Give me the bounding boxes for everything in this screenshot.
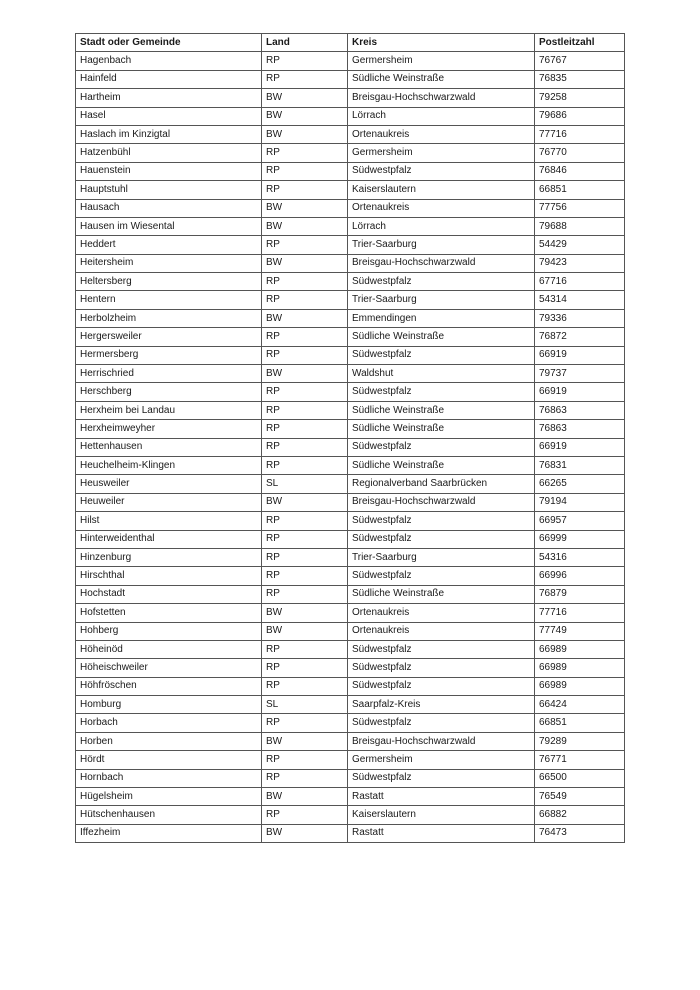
cell-kreis: Regionalverband Saarbrücken <box>348 475 535 493</box>
cell-land: RP <box>262 769 348 787</box>
cell-stadt: Herxheimweyher <box>76 420 262 438</box>
cell-kreis: Breisgau-Hochschwarzwald <box>348 493 535 511</box>
table-row <box>76 493 625 511</box>
cell-plz: 66989 <box>535 640 625 658</box>
table-row <box>76 677 625 695</box>
header-stadt: Stadt oder Gemeinde <box>76 34 262 52</box>
table-row <box>76 236 625 254</box>
cell-land: RP <box>262 420 348 438</box>
cell-stadt: Haslach im Kinzigtal <box>76 125 262 143</box>
cell-stadt: Hatzenbühl <box>76 144 262 162</box>
table-row <box>76 199 625 217</box>
cell-plz: 76863 <box>535 401 625 419</box>
cell-land: RP <box>262 438 348 456</box>
table-row <box>76 144 625 162</box>
cell-plz: 66919 <box>535 346 625 364</box>
cell-kreis: Breisgau-Hochschwarzwald <box>348 732 535 750</box>
cell-land: RP <box>262 181 348 199</box>
cell-kreis: Südliche Weinstraße <box>348 456 535 474</box>
cell-kreis: Germersheim <box>348 52 535 70</box>
cell-plz: 66957 <box>535 512 625 530</box>
cell-stadt: Hördt <box>76 751 262 769</box>
cell-land: BW <box>262 107 348 125</box>
cell-land: RP <box>262 328 348 346</box>
cell-land: RP <box>262 70 348 88</box>
cell-plz: 76879 <box>535 585 625 603</box>
cell-stadt: Hinzenburg <box>76 548 262 566</box>
cell-stadt: Hornbach <box>76 769 262 787</box>
cell-kreis: Südwestpfalz <box>348 567 535 585</box>
cell-plz: 54316 <box>535 548 625 566</box>
cell-kreis: Südwestpfalz <box>348 640 535 658</box>
cell-stadt: Heddert <box>76 236 262 254</box>
cell-land: BW <box>262 217 348 235</box>
cell-kreis: Ortenaukreis <box>348 125 535 143</box>
table-row <box>76 548 625 566</box>
cell-kreis: Südwestpfalz <box>348 162 535 180</box>
cell-stadt: Horben <box>76 732 262 750</box>
cell-land: BW <box>262 365 348 383</box>
cell-land: BW <box>262 622 348 640</box>
cell-plz: 77749 <box>535 622 625 640</box>
cell-kreis: Trier-Saarburg <box>348 291 535 309</box>
cell-kreis: Lörrach <box>348 217 535 235</box>
table-header-row <box>76 34 625 52</box>
cell-land: BW <box>262 254 348 272</box>
cell-kreis: Rastatt <box>348 788 535 806</box>
cell-stadt: Hohberg <box>76 622 262 640</box>
cell-plz: 66500 <box>535 769 625 787</box>
cell-kreis: Südwestpfalz <box>348 383 535 401</box>
table-row <box>76 273 625 291</box>
cell-land: RP <box>262 291 348 309</box>
cell-kreis: Trier-Saarburg <box>348 236 535 254</box>
cell-plz: 66919 <box>535 438 625 456</box>
cell-stadt: Hauptstuhl <box>76 181 262 199</box>
header-kreis: Kreis <box>348 34 535 52</box>
cell-land: RP <box>262 659 348 677</box>
cell-plz: 76846 <box>535 162 625 180</box>
table-row <box>76 456 625 474</box>
cell-land: RP <box>262 714 348 732</box>
cell-plz: 76473 <box>535 824 625 842</box>
cell-land: RP <box>262 383 348 401</box>
cell-kreis: Ortenaukreis <box>348 604 535 622</box>
cell-land: BW <box>262 732 348 750</box>
cell-plz: 66996 <box>535 567 625 585</box>
cell-plz: 79258 <box>535 89 625 107</box>
cell-plz: 77716 <box>535 125 625 143</box>
cell-kreis: Trier-Saarburg <box>348 548 535 566</box>
cell-kreis: Saarpfalz-Kreis <box>348 696 535 714</box>
cell-kreis: Südwestpfalz <box>348 273 535 291</box>
cell-plz: 66265 <box>535 475 625 493</box>
cell-stadt: Hilst <box>76 512 262 530</box>
table-row <box>76 824 625 842</box>
cell-kreis: Südwestpfalz <box>348 714 535 732</box>
table-row <box>76 751 625 769</box>
cell-stadt: Hütschenhausen <box>76 806 262 824</box>
cell-kreis: Südliche Weinstraße <box>348 328 535 346</box>
cell-kreis: Germersheim <box>348 751 535 769</box>
table-body <box>76 52 625 843</box>
table-row <box>76 346 625 364</box>
cell-stadt: Hausen im Wiesental <box>76 217 262 235</box>
cell-land: RP <box>262 162 348 180</box>
cell-plz: 79336 <box>535 309 625 327</box>
cell-land: RP <box>262 144 348 162</box>
cell-stadt: Hentern <box>76 291 262 309</box>
cell-land: BW <box>262 125 348 143</box>
cell-stadt: Hausach <box>76 199 262 217</box>
cell-kreis: Waldshut <box>348 365 535 383</box>
cell-stadt: Heltersberg <box>76 273 262 291</box>
cell-plz: 79686 <box>535 107 625 125</box>
table-row <box>76 640 625 658</box>
cell-kreis: Südliche Weinstraße <box>348 70 535 88</box>
cell-stadt: Höheischweiler <box>76 659 262 677</box>
table-row <box>76 365 625 383</box>
cell-kreis: Lörrach <box>348 107 535 125</box>
cell-plz: 54429 <box>535 236 625 254</box>
cell-land: RP <box>262 401 348 419</box>
cell-land: RP <box>262 236 348 254</box>
cell-kreis: Südliche Weinstraße <box>348 585 535 603</box>
cell-land: SL <box>262 475 348 493</box>
cell-land: BW <box>262 199 348 217</box>
cell-plz: 66919 <box>535 383 625 401</box>
cell-kreis: Breisgau-Hochschwarzwald <box>348 254 535 272</box>
cell-plz: 76872 <box>535 328 625 346</box>
cell-land: BW <box>262 89 348 107</box>
table-row <box>76 438 625 456</box>
cell-land: RP <box>262 806 348 824</box>
header-plz: Postleitzahl <box>535 34 625 52</box>
cell-plz: 66851 <box>535 181 625 199</box>
cell-plz: 76767 <box>535 52 625 70</box>
table-row <box>76 70 625 88</box>
cell-stadt: Hergersweiler <box>76 328 262 346</box>
cell-plz: 66851 <box>535 714 625 732</box>
cell-stadt: Hochstadt <box>76 585 262 603</box>
cell-plz: 76863 <box>535 420 625 438</box>
cell-stadt: Höheinöd <box>76 640 262 658</box>
table-row <box>76 401 625 419</box>
cell-plz: 66989 <box>535 659 625 677</box>
cell-plz: 77756 <box>535 199 625 217</box>
cell-stadt: Hartheim <box>76 89 262 107</box>
cell-plz: 67716 <box>535 273 625 291</box>
cell-plz: 66999 <box>535 530 625 548</box>
table-row <box>76 181 625 199</box>
cell-stadt: Hofstetten <box>76 604 262 622</box>
cell-stadt: Hinterweidenthal <box>76 530 262 548</box>
cell-stadt: Hettenhausen <box>76 438 262 456</box>
table-row <box>76 309 625 327</box>
table-row <box>76 328 625 346</box>
cell-kreis: Südliche Weinstraße <box>348 401 535 419</box>
table-row <box>76 512 625 530</box>
cell-kreis: Südwestpfalz <box>348 438 535 456</box>
cell-plz: 79688 <box>535 217 625 235</box>
cell-kreis: Emmendingen <box>348 309 535 327</box>
cell-kreis: Südwestpfalz <box>348 346 535 364</box>
cell-land: RP <box>262 751 348 769</box>
cell-stadt: Hagenbach <box>76 52 262 70</box>
table-row <box>76 604 625 622</box>
cell-plz: 79289 <box>535 732 625 750</box>
cell-kreis: Südwestpfalz <box>348 677 535 695</box>
header-land: Land <box>262 34 348 52</box>
table-row <box>76 714 625 732</box>
cell-plz: 76771 <box>535 751 625 769</box>
cell-kreis: Ortenaukreis <box>348 622 535 640</box>
cell-kreis: Germersheim <box>348 144 535 162</box>
cell-land: RP <box>262 512 348 530</box>
cell-plz: 66424 <box>535 696 625 714</box>
cell-kreis: Südliche Weinstraße <box>348 420 535 438</box>
cell-kreis: Südwestpfalz <box>348 530 535 548</box>
table-row <box>76 89 625 107</box>
table-row <box>76 806 625 824</box>
table-row <box>76 475 625 493</box>
cell-stadt: Höhfröschen <box>76 677 262 695</box>
cell-stadt: Herbolzheim <box>76 309 262 327</box>
table-row <box>76 107 625 125</box>
cell-plz: 77716 <box>535 604 625 622</box>
cell-land: RP <box>262 456 348 474</box>
cell-land: RP <box>262 548 348 566</box>
cell-stadt: Herschberg <box>76 383 262 401</box>
postal-code-table <box>75 33 625 843</box>
table-row <box>76 622 625 640</box>
cell-land: RP <box>262 640 348 658</box>
cell-kreis: Kaiserslautern <box>348 806 535 824</box>
cell-plz: 76770 <box>535 144 625 162</box>
table-row <box>76 383 625 401</box>
cell-stadt: Hasel <box>76 107 262 125</box>
cell-land: BW <box>262 788 348 806</box>
table-row <box>76 254 625 272</box>
cell-stadt: Homburg <box>76 696 262 714</box>
cell-land: BW <box>262 824 348 842</box>
cell-land: RP <box>262 52 348 70</box>
table-row <box>76 732 625 750</box>
cell-plz: 66989 <box>535 677 625 695</box>
cell-plz: 79737 <box>535 365 625 383</box>
table-row <box>76 217 625 235</box>
cell-land: SL <box>262 696 348 714</box>
cell-plz: 66882 <box>535 806 625 824</box>
cell-land: RP <box>262 530 348 548</box>
cell-stadt: Horbach <box>76 714 262 732</box>
table-row <box>76 291 625 309</box>
cell-kreis: Südwestpfalz <box>348 659 535 677</box>
cell-plz: 79194 <box>535 493 625 511</box>
cell-stadt: Heuweiler <box>76 493 262 511</box>
table-row <box>76 162 625 180</box>
cell-stadt: Iffezheim <box>76 824 262 842</box>
cell-stadt: Herxheim bei Landau <box>76 401 262 419</box>
cell-stadt: Hermersberg <box>76 346 262 364</box>
cell-stadt: Hainfeld <box>76 70 262 88</box>
table-row <box>76 52 625 70</box>
table-row <box>76 530 625 548</box>
table-row <box>76 659 625 677</box>
cell-stadt: Herrischried <box>76 365 262 383</box>
cell-plz: 76835 <box>535 70 625 88</box>
cell-land: RP <box>262 677 348 695</box>
table-row <box>76 769 625 787</box>
cell-land: BW <box>262 309 348 327</box>
cell-land: RP <box>262 346 348 364</box>
cell-land: BW <box>262 604 348 622</box>
cell-plz: 76549 <box>535 788 625 806</box>
cell-kreis: Südwestpfalz <box>348 769 535 787</box>
cell-stadt: Heitersheim <box>76 254 262 272</box>
table-row <box>76 585 625 603</box>
cell-plz: 76831 <box>535 456 625 474</box>
cell-land: RP <box>262 567 348 585</box>
table-row <box>76 788 625 806</box>
cell-plz: 79423 <box>535 254 625 272</box>
cell-stadt: Hügelsheim <box>76 788 262 806</box>
cell-land: RP <box>262 273 348 291</box>
cell-kreis: Rastatt <box>348 824 535 842</box>
cell-land: RP <box>262 585 348 603</box>
cell-stadt: Heusweiler <box>76 475 262 493</box>
cell-plz: 54314 <box>535 291 625 309</box>
table-row <box>76 420 625 438</box>
cell-stadt: Hirschthal <box>76 567 262 585</box>
cell-land: BW <box>262 493 348 511</box>
table-row <box>76 125 625 143</box>
table-row <box>76 567 625 585</box>
cell-kreis: Südwestpfalz <box>348 512 535 530</box>
cell-kreis: Ortenaukreis <box>348 199 535 217</box>
table-row <box>76 696 625 714</box>
cell-kreis: Breisgau-Hochschwarzwald <box>348 89 535 107</box>
cell-stadt: Heuchelheim-Klingen <box>76 456 262 474</box>
cell-stadt: Hauenstein <box>76 162 262 180</box>
cell-kreis: Kaiserslautern <box>348 181 535 199</box>
